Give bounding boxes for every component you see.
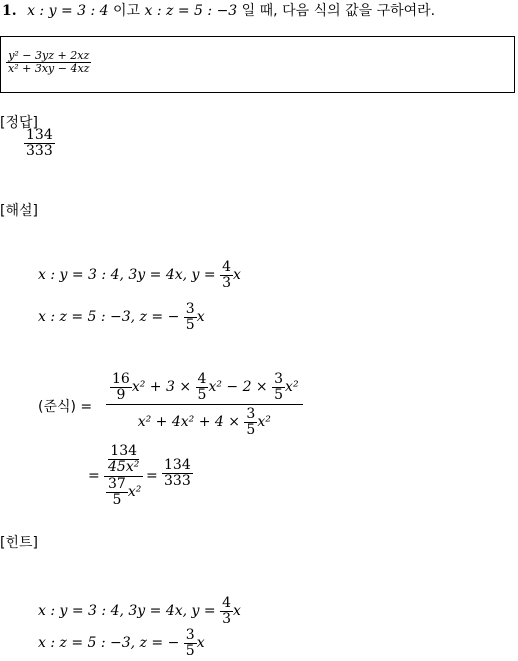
step2-bot-suffix: x² — [127, 484, 142, 501]
step2-bottom — [104, 477, 143, 507]
big-num-e-num: 3 — [274, 371, 284, 387]
explanation-line1-suffix: x — [233, 267, 241, 284]
big-fraction-numerator — [106, 372, 303, 405]
big-fraction — [106, 372, 303, 438]
answer-fraction — [24, 128, 55, 158]
hint-line1-suffix: x — [233, 603, 241, 620]
step2-equals: = — [88, 468, 100, 484]
explanation-line1-prefix: x : y = 3 : 4, 3y = 4x, y = — [38, 267, 216, 284]
problem-number: 1. — [2, 3, 17, 19]
big-num-c-num: 4 — [197, 371, 207, 387]
hint-line1-prefix: x : y = 3 : 4, 3y = 4x, y = — [38, 603, 216, 620]
explanation-line1-num: 4 — [222, 259, 231, 275]
step2-bot-den: 5 — [112, 492, 122, 509]
hint-line2-suffix: x — [196, 635, 205, 652]
step2-bot-num: 37 — [108, 476, 126, 493]
hint-line2-num: 3 — [185, 627, 195, 643]
statement-tail: 일 때, 다음 식의 값을 구하여라. — [241, 3, 436, 19]
big-num-d: x² − 2 × — [208, 379, 268, 396]
expression-denominator: x² + 3xy − 4xz — [8, 61, 90, 75]
statement-conjunction: 이고 — [113, 3, 141, 19]
big-num-a: 16 — [112, 371, 130, 387]
explanation-label: [해설] — [0, 203, 38, 219]
explanation-line2-num: 3 — [185, 301, 195, 317]
hint-line2-den: 5 — [185, 642, 195, 659]
big-den-a: x² + 4x² + 4 × — [137, 414, 240, 431]
hint-line1-den: 3 — [222, 610, 231, 627]
result-denominator: 333 — [164, 472, 191, 489]
hint-label: [힌트] — [0, 535, 38, 551]
result-numerator: 134 — [164, 457, 191, 473]
explanation-line2-prefix: x : z = 5 : −3, z = − — [38, 309, 180, 326]
big-den-c: x² — [257, 414, 271, 431]
big-num-f: x² — [285, 379, 299, 396]
explanation-line2-den: 5 — [185, 316, 195, 333]
answer-numerator: 134 — [26, 127, 53, 143]
big-num-c-den: 5 — [197, 386, 207, 403]
big-fraction-denominator — [136, 405, 273, 437]
expression-numerator: y² − 3yz + 2xz — [8, 49, 90, 62]
expression-fraction — [6, 50, 91, 74]
big-num-b: x² + 3 × — [131, 379, 192, 396]
big-den-b-num: 3 — [246, 406, 256, 423]
hint-line1-num: 4 — [222, 595, 231, 611]
answer-label: [정답] — [0, 115, 38, 131]
problem-statement — [2, 0, 435, 20]
explanation-line-2 — [38, 302, 205, 332]
statement-ratio-xz: x : z = 5 : −3 — [144, 3, 238, 19]
big-num-a-den: 9 — [116, 386, 126, 403]
explanation-line2-suffix: x — [196, 309, 205, 326]
step2-top-den: 45x² — [108, 458, 140, 475]
big-den-b-den: 5 — [246, 422, 256, 439]
hint-line-1 — [38, 596, 241, 626]
step2-result — [162, 458, 193, 488]
step2-compound-fraction — [104, 444, 143, 508]
hint-line-2 — [38, 628, 205, 658]
answer-denominator: 333 — [26, 142, 53, 159]
explanation-line-1 — [38, 260, 241, 290]
explanation-line1-den: 3 — [222, 274, 231, 291]
step2-top-num: 134 — [110, 443, 138, 459]
hint-line2-prefix: x : z = 5 : −3, z = − — [38, 635, 180, 652]
big-num-e-den: 5 — [274, 386, 284, 403]
step2-equals-2: = — [146, 468, 158, 484]
main-expression-label: (준식) = — [38, 399, 93, 415]
step2-top — [104, 444, 143, 477]
statement-ratio-xy: x : y = 3 : 4 — [27, 3, 109, 19]
